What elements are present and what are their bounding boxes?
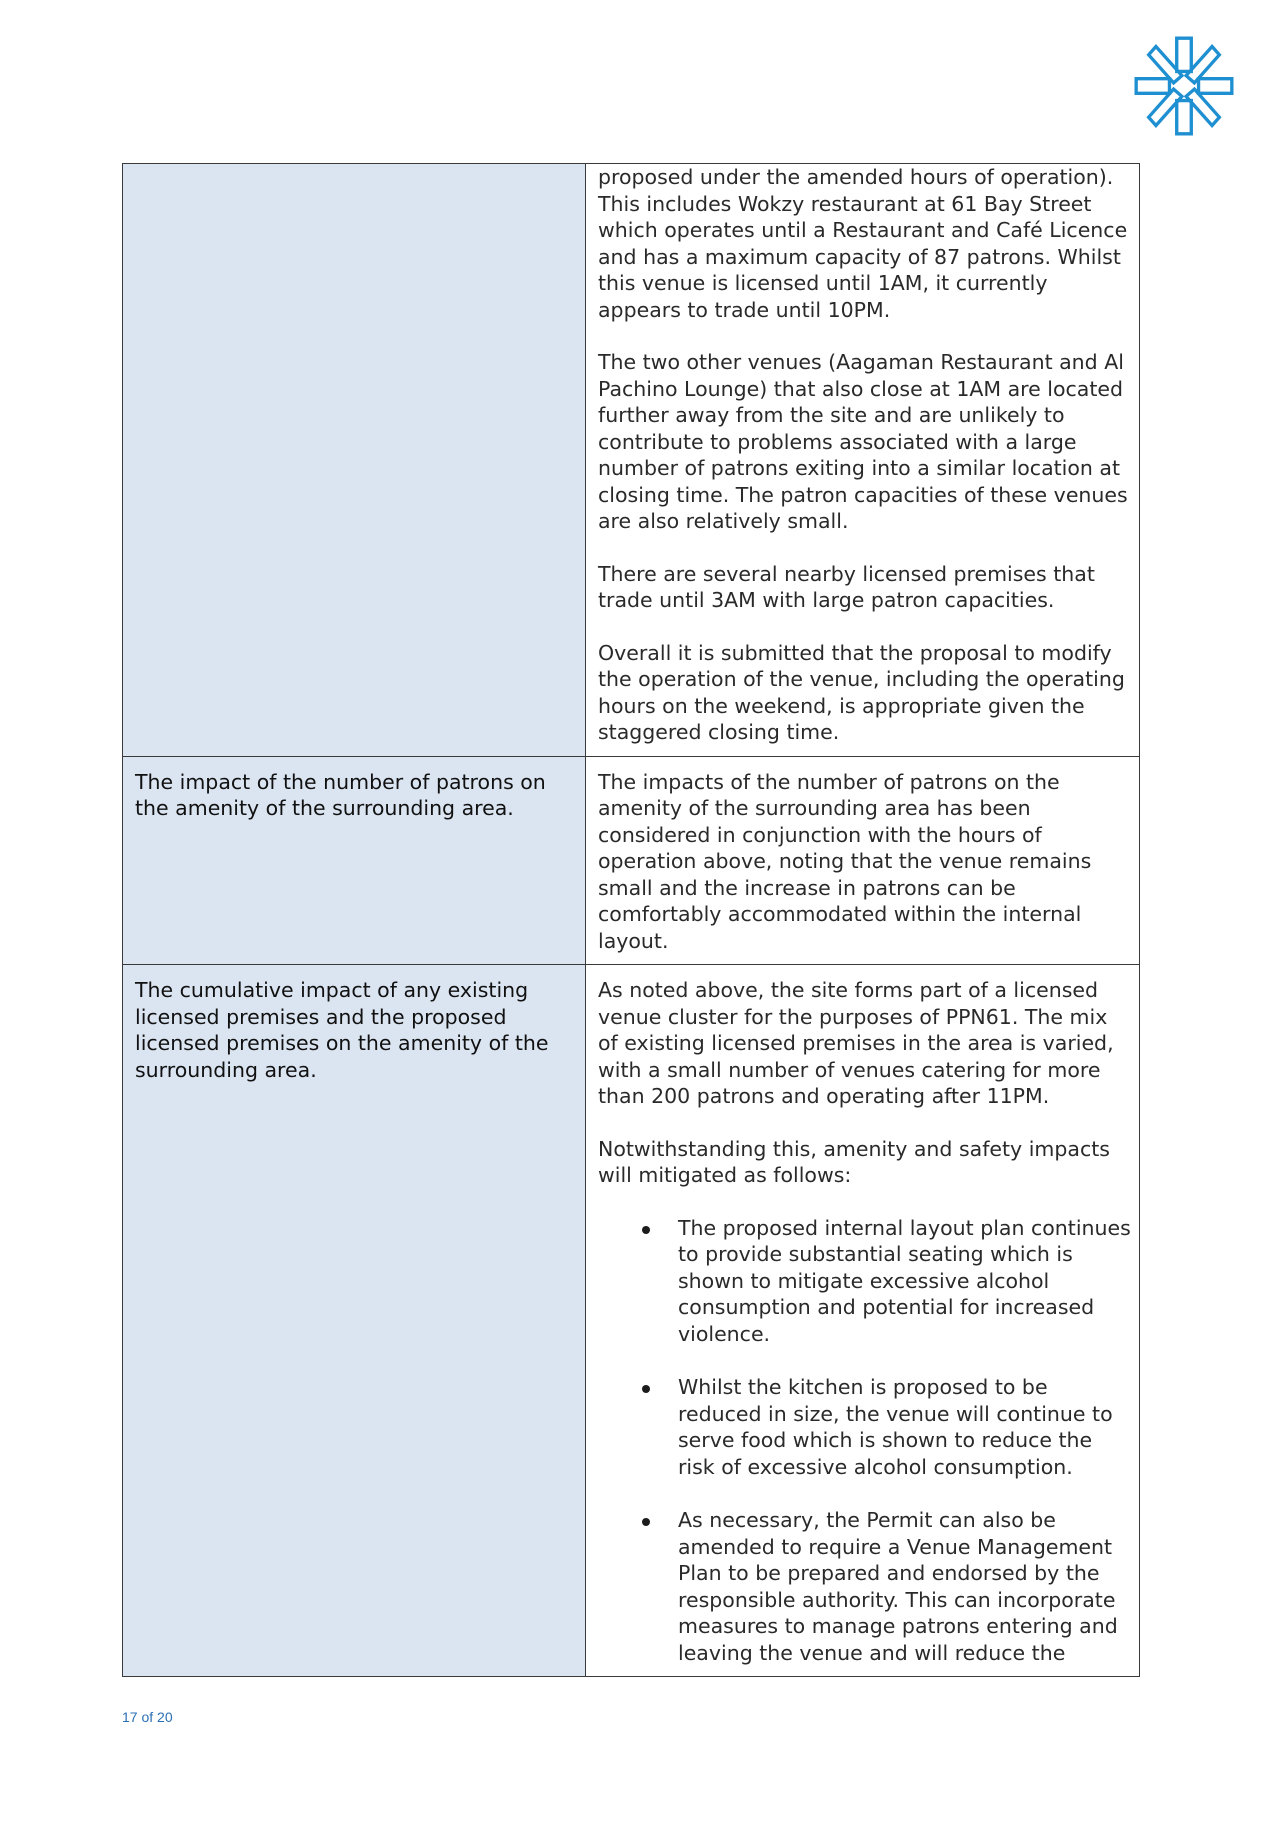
response-paragraph: The impacts of the number of patrons on the amenity of the surrounding area has been considered in conjunction with the hours of operation above, noting that the venue remains small and the increase in patrons can be comfortably accommodated within the internal layout. [598,769,1092,953]
bullet-icon [642,1518,650,1526]
asterisk-logo-icon [1132,34,1236,138]
bullet-icon [642,1226,650,1234]
criterion-cell: The impact of the number of patrons on the amenity of the surrounding area. [123,756,586,965]
list-item [642,1374,1131,1480]
list-item-text: The proposed internal layout plan continues to provide substantial seating which is shown to mitigate excessive alcohol consumption and potential for increased violence. [678,1215,1131,1346]
criterion-cell: The cumulative impact of any existing licensed premises and the proposed licensed premises on the amenity of the surrounding area. [123,965,586,1677]
list-item-text: As necessary, the Permit can also be amended to require a Venue Management Plan to be prepared and endorsed by the responsible authority. This can incorporate measures to manage patrons entering and leaving the venue and will reduce the [678,1508,1118,1665]
list-item [642,1507,1131,1666]
response-paragraph: Overall it is submitted that the proposal to modify the operation of the venue, including the operating hours on the weekend, is appropriate given the staggered closing time. [598,640,1125,744]
response-cell [586,965,1140,1677]
page-number: 17 of 20 [122,1709,173,1725]
list-item-text: Whilst the kitchen is proposed to be reduced in size, the venue will continue to serve food which is shown to reduce the risk of excessive alcohol consumption. [678,1375,1113,1479]
response-paragraph: The two other venues (Aagaman Restaurant and Al Pachino Lounge) that also close at 1AM are located further away from the site and are unlikely to contribute to problems associated with a large number of patrons exiting into a similar location at closing time. The patron capacities of these venues are also relatively small. [598,350,1128,533]
response-paragraph: As noted above, the site forms part of a licensed venue cluster for the purposes of PPN61. The mix of existing licensed premises in the area is varied, with a small number of venues catering for more than 200 patrons and operating after 11PM. [598,978,1114,1108]
list-item [642,1215,1131,1348]
response-paragraph: proposed under the amended hours of operation). This includes Wokzy restaurant at 61 Bay Street which operates until a Restaurant and Café Licence and has a maximum capacity of 87 patrons. Whilst this venue is licensed until 1AM, it currently appears to trade until 10PM. [598,165,1128,322]
bullet-icon [642,1385,650,1393]
table-row [123,965,1140,1677]
response-cell [586,756,1140,965]
table-row [123,756,1140,965]
response-paragraph: There are several nearby licensed premises that trade until 3AM with large patron capacities. [598,561,1095,612]
mitigation-list [598,1215,1131,1667]
criteria-table [122,163,1140,1677]
table-row [123,164,1140,757]
criterion-cell [123,164,586,757]
response-paragraph: Notwithstanding this, amenity and safety impacts will mitigated as follows: [598,1136,1110,1187]
response-cell [586,164,1140,757]
